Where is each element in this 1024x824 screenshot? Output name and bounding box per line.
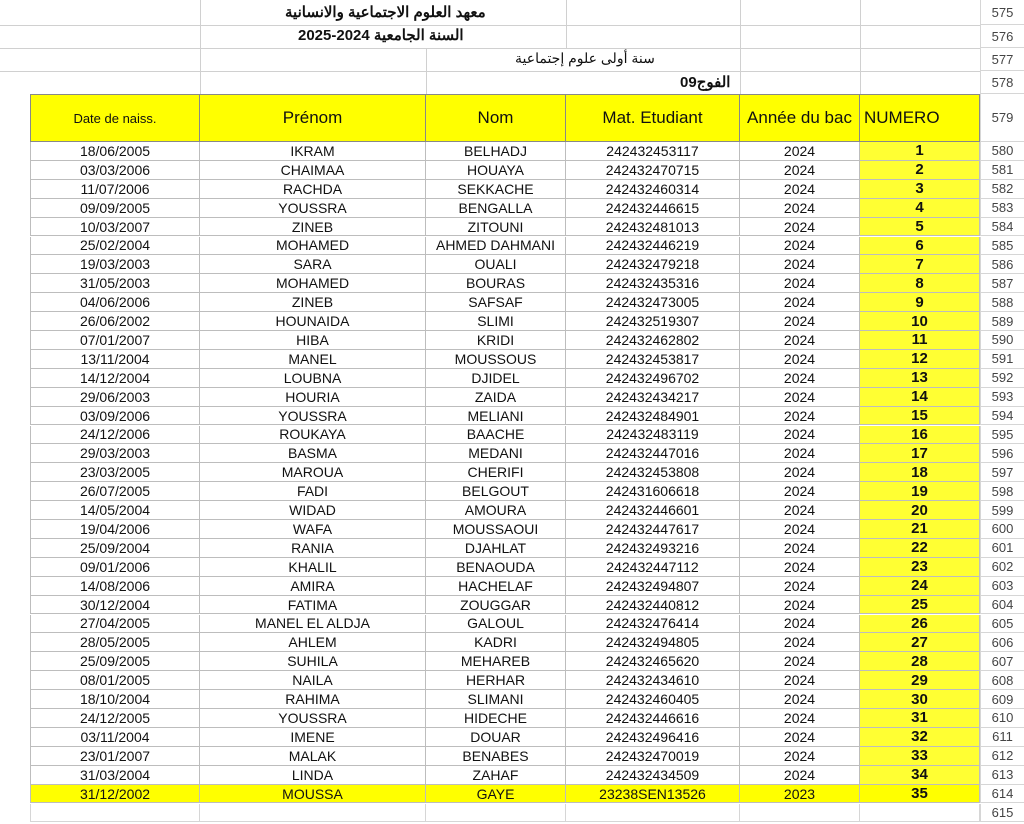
cell-num[interactable]: 16 [860, 426, 980, 445]
cell-num[interactable]: 33 [860, 747, 980, 766]
cell-first[interactable]: MOUSSA [200, 785, 426, 804]
cell-dob[interactable]: 28/05/2005 [30, 633, 200, 652]
cell-bac[interactable] [740, 804, 860, 823]
cell-last[interactable]: ZITOUNI [426, 218, 566, 237]
cell-first[interactable]: KHALIL [200, 558, 426, 577]
cell-mat[interactable]: 242432465620 [566, 652, 740, 671]
cell-first[interactable]: BASMA [200, 444, 426, 463]
cell-num[interactable]: 1 [860, 142, 980, 161]
cell-num[interactable]: 18 [860, 463, 980, 482]
cell-first[interactable]: RANIA [200, 539, 426, 558]
cell-first[interactable] [200, 804, 426, 823]
institute-title: معهد العلوم الاجتماعية والانسانية [285, 4, 486, 21]
cell-bac[interactable]: 2024 [740, 350, 860, 369]
cell-mat[interactable]: 242432462802 [566, 331, 740, 350]
gridline [0, 71, 980, 72]
cell-bac[interactable]: 2024 [740, 161, 860, 180]
cell-mat[interactable]: 242432434509 [566, 766, 740, 785]
cell-num[interactable]: 30 [860, 690, 980, 709]
cell-num[interactable]: 9 [860, 293, 980, 312]
cell-last[interactable]: HERHAR [426, 671, 566, 690]
cell-dob[interactable]: 25/09/2004 [30, 539, 200, 558]
cell-dob[interactable]: 24/12/2006 [30, 426, 200, 445]
cell-last[interactable]: HACHELAF [426, 577, 566, 596]
cell-mat[interactable]: 242432470019 [566, 747, 740, 766]
row-number[interactable]: 603 [980, 577, 1024, 596]
cell-last[interactable]: HIDECHE [426, 709, 566, 728]
cell-first[interactable]: MOHAMED [200, 274, 426, 293]
cell-dob[interactable]: 13/11/2004 [30, 350, 200, 369]
cell-first[interactable]: MALAK [200, 747, 426, 766]
cell-last[interactable]: HOUAYA [426, 161, 566, 180]
cell-dob[interactable] [30, 804, 200, 823]
row-number[interactable]: 599 [980, 501, 1024, 520]
cell-dob[interactable]: 27/04/2005 [30, 615, 200, 634]
cell-dob[interactable]: 24/12/2005 [30, 709, 200, 728]
cell-dob[interactable]: 25/09/2005 [30, 652, 200, 671]
cell-dob[interactable]: 18/10/2004 [30, 690, 200, 709]
row-number[interactable]: 604 [980, 596, 1024, 615]
cell-num[interactable]: 23 [860, 558, 980, 577]
row-number[interactable]: 589 [980, 312, 1024, 331]
cell-bac[interactable]: 2024 [740, 331, 860, 350]
row-number[interactable]: 597 [980, 463, 1024, 482]
cell-bac[interactable]: 2024 [740, 766, 860, 785]
cell-dob[interactable]: 09/09/2005 [30, 199, 200, 218]
cell-mat[interactable]: 242432481013 [566, 218, 740, 237]
column-header-last-name[interactable]: Nom [426, 94, 566, 142]
cell-last[interactable]: BENGALLA [426, 199, 566, 218]
cell-mat[interactable]: 242432435316 [566, 274, 740, 293]
row-number[interactable]: 595 [980, 426, 1024, 445]
cell-mat[interactable]: 242432494807 [566, 577, 740, 596]
cell-last[interactable]: CHERIFI [426, 463, 566, 482]
gridline [0, 25, 980, 26]
cell-mat[interactable]: 242431606618 [566, 482, 740, 501]
cell-first[interactable]: YOUSSRA [200, 709, 426, 728]
cell-mat[interactable]: 242432493216 [566, 539, 740, 558]
cell-mat[interactable]: 242432479218 [566, 255, 740, 274]
cell-num[interactable] [860, 804, 980, 823]
cell-mat[interactable]: 242432476414 [566, 615, 740, 634]
cell-first[interactable]: FATIMA [200, 596, 426, 615]
cell-first[interactable]: HOURIA [200, 388, 426, 407]
cell-dob[interactable]: 03/11/2004 [30, 728, 200, 747]
gridline [426, 48, 427, 94]
cell-last[interactable] [426, 804, 566, 823]
cell-bac[interactable]: 2024 [740, 426, 860, 445]
cell-last[interactable]: SLIMI [426, 312, 566, 331]
cell-mat[interactable]: 242432484901 [566, 407, 740, 426]
cell-first[interactable]: HIBA [200, 331, 426, 350]
cell-last[interactable]: AMOURA [426, 501, 566, 520]
cell-first[interactable]: MANEL [200, 350, 426, 369]
cell-first[interactable]: RACHDA [200, 180, 426, 199]
cell-num[interactable]: 6 [860, 237, 980, 256]
cell-first[interactable]: IMENE [200, 728, 426, 747]
cell-first[interactable]: AMIRA [200, 577, 426, 596]
row-number[interactable]: 575 [980, 0, 1024, 25]
row-number[interactable]: 606 [980, 633, 1024, 652]
cell-bac[interactable]: 2024 [740, 652, 860, 671]
cell-num[interactable]: 14 [860, 388, 980, 407]
cell-bac[interactable]: 2024 [740, 690, 860, 709]
cell-num[interactable]: 13 [860, 369, 980, 388]
cell-dob[interactable]: 31/03/2004 [30, 766, 200, 785]
cell-num[interactable]: 12 [860, 350, 980, 369]
cell-dob[interactable]: 08/01/2005 [30, 671, 200, 690]
cell-num[interactable]: 35 [860, 785, 980, 804]
cell-mat[interactable]: 242432434217 [566, 388, 740, 407]
cell-dob[interactable]: 10/03/2007 [30, 218, 200, 237]
cell-mat[interactable]: 242432460314 [566, 180, 740, 199]
cell-mat[interactable]: 242432447112 [566, 558, 740, 577]
cell-mat[interactable]: 242432446616 [566, 709, 740, 728]
cell-num[interactable]: 8 [860, 274, 980, 293]
cell-last[interactable]: KADRI [426, 633, 566, 652]
cell-dob[interactable]: 09/01/2006 [30, 558, 200, 577]
row-number[interactable]: 600 [980, 520, 1024, 539]
cell-num[interactable]: 20 [860, 501, 980, 520]
gridline [860, 0, 861, 94]
gridline [200, 0, 201, 94]
cell-bac[interactable]: 2024 [740, 369, 860, 388]
cell-mat[interactable]: 242432453817 [566, 350, 740, 369]
row-number[interactable]: 596 [980, 444, 1024, 463]
cell-bac[interactable]: 2024 [740, 558, 860, 577]
cell-last[interactable]: AHMED DAHMANI [426, 237, 566, 256]
row-number[interactable]: 590 [980, 331, 1024, 350]
cell-dob[interactable]: 23/03/2005 [30, 463, 200, 482]
cell-bac[interactable]: 2024 [740, 312, 860, 331]
cell-first[interactable]: SARA [200, 255, 426, 274]
cell-bac[interactable]: 2024 [740, 747, 860, 766]
cell-bac[interactable]: 2024 [740, 274, 860, 293]
row-number[interactable]: 612 [980, 747, 1024, 766]
cell-bac[interactable]: 2023 [740, 785, 860, 804]
cell-first[interactable]: IKRAM [200, 142, 426, 161]
cell-dob[interactable]: 14/05/2004 [30, 501, 200, 520]
cell-dob[interactable]: 26/06/2002 [30, 312, 200, 331]
cell-last[interactable]: SAFSAF [426, 293, 566, 312]
cell-first[interactable]: WAFA [200, 520, 426, 539]
cell-num[interactable]: 11 [860, 331, 980, 350]
cell-num[interactable]: 34 [860, 766, 980, 785]
cell-first[interactable]: YOUSSRA [200, 199, 426, 218]
cell-first[interactable]: HOUNAIDA [200, 312, 426, 331]
cell-bac[interactable]: 2024 [740, 463, 860, 482]
cell-first[interactable]: CHAIMAA [200, 161, 426, 180]
row-number[interactable]: 588 [980, 293, 1024, 312]
cell-last[interactable]: SLIMANI [426, 690, 566, 709]
cell-bac[interactable]: 2024 [740, 180, 860, 199]
cell-last[interactable]: MEHAREB [426, 652, 566, 671]
cell-mat[interactable]: 242432496416 [566, 728, 740, 747]
cell-dob[interactable]: 14/08/2006 [30, 577, 200, 596]
cell-last[interactable]: ZOUGGAR [426, 596, 566, 615]
row-number[interactable]: 611 [980, 728, 1024, 747]
cell-first[interactable]: FADI [200, 482, 426, 501]
cell-last[interactable]: MEDANI [426, 444, 566, 463]
cell-mat[interactable]: 242432519307 [566, 312, 740, 331]
row-number[interactable]: 615 [980, 804, 1024, 823]
cell-mat[interactable]: 242432494805 [566, 633, 740, 652]
cell-bac[interactable]: 2024 [740, 633, 860, 652]
cell-num[interactable]: 27 [860, 633, 980, 652]
cell-mat[interactable]: 242432496702 [566, 369, 740, 388]
cell-last[interactable]: MOUSSOUS [426, 350, 566, 369]
cell-num[interactable]: 26 [860, 615, 980, 634]
cell-bac[interactable]: 2024 [740, 407, 860, 426]
row-number[interactable]: 576 [980, 25, 1024, 48]
cell-num[interactable]: 2 [860, 161, 980, 180]
column-header-number[interactable]: NUMERO [860, 94, 980, 142]
row-number[interactable]: 585 [980, 237, 1024, 256]
cell-mat[interactable]: 242432447016 [566, 444, 740, 463]
cell-num[interactable]: 25 [860, 596, 980, 615]
row-number[interactable]: 609 [980, 690, 1024, 709]
cell-last[interactable]: MOUSSAOUI [426, 520, 566, 539]
cell-mat[interactable]: 242432483119 [566, 426, 740, 445]
cell-first[interactable]: RAHIMA [200, 690, 426, 709]
cell-mat[interactable]: 242432473005 [566, 293, 740, 312]
cell-last[interactable]: DOUAR [426, 728, 566, 747]
cell-mat[interactable]: 23238SEN13526 [566, 785, 740, 804]
cell-bac[interactable]: 2024 [740, 255, 860, 274]
row-number[interactable]: 607 [980, 652, 1024, 671]
cell-dob[interactable]: 31/12/2002 [30, 785, 200, 804]
row-number[interactable]: 602 [980, 558, 1024, 577]
row-number[interactable]: 587 [980, 274, 1024, 293]
cell-last[interactable]: KRIDI [426, 331, 566, 350]
row-number[interactable]: 592 [980, 369, 1024, 388]
cell-last[interactable]: SEKKACHE [426, 180, 566, 199]
cell-num[interactable]: 15 [860, 407, 980, 426]
cell-dob[interactable]: 11/07/2006 [30, 180, 200, 199]
cell-bac[interactable]: 2024 [740, 671, 860, 690]
gridline [740, 0, 741, 94]
row-number[interactable]: 591 [980, 350, 1024, 369]
cell-first[interactable]: ZINEB [200, 293, 426, 312]
cell-num[interactable]: 24 [860, 577, 980, 596]
cell-dob[interactable]: 18/06/2005 [30, 142, 200, 161]
cell-dob[interactable]: 23/01/2007 [30, 747, 200, 766]
cell-last[interactable]: OUALI [426, 255, 566, 274]
row-number[interactable]: 578 [980, 71, 1024, 94]
cell-num[interactable]: 28 [860, 652, 980, 671]
row-number[interactable]: 614 [980, 785, 1024, 804]
cell-last[interactable]: GAYE [426, 785, 566, 804]
gridline [566, 0, 567, 48]
cell-dob[interactable]: 04/06/2006 [30, 293, 200, 312]
row-number[interactable]: 579 [980, 94, 1024, 142]
cell-dob[interactable]: 07/01/2007 [30, 331, 200, 350]
row-number[interactable]: 586 [980, 255, 1024, 274]
cell-bac[interactable]: 2024 [740, 577, 860, 596]
cell-bac[interactable]: 2024 [740, 709, 860, 728]
cell-num[interactable]: 21 [860, 520, 980, 539]
cell-num[interactable]: 10 [860, 312, 980, 331]
cell-last[interactable]: MELIANI [426, 407, 566, 426]
row-number[interactable]: 580 [980, 142, 1024, 161]
column-header-first-name[interactable]: Prénom [200, 94, 426, 142]
cell-first[interactable]: YOUSSRA [200, 407, 426, 426]
cell-dob[interactable]: 29/03/2003 [30, 444, 200, 463]
cell-dob[interactable]: 19/03/2003 [30, 255, 200, 274]
cell-first[interactable]: SUHILA [200, 652, 426, 671]
cell-last[interactable]: DJAHLAT [426, 539, 566, 558]
gridline [0, 48, 980, 49]
cell-dob[interactable]: 03/09/2006 [30, 407, 200, 426]
cell-dob[interactable]: 25/02/2004 [30, 237, 200, 256]
cell-dob[interactable]: 03/03/2006 [30, 161, 200, 180]
cell-first[interactable]: AHLEM [200, 633, 426, 652]
group-title: الفوج09 [680, 74, 731, 91]
cell-last[interactable]: BAACHE [426, 426, 566, 445]
cell-dob[interactable]: 29/06/2003 [30, 388, 200, 407]
cell-first[interactable]: ROUKAYA [200, 426, 426, 445]
cell-last[interactable]: ZAHAF [426, 766, 566, 785]
cell-mat[interactable]: 242432470715 [566, 161, 740, 180]
cell-bac[interactable]: 2024 [740, 539, 860, 558]
cell-bac[interactable]: 2024 [740, 520, 860, 539]
cell-first[interactable]: MAROUA [200, 463, 426, 482]
cell-mat[interactable]: 242432446219 [566, 237, 740, 256]
cell-first[interactable]: NAILA [200, 671, 426, 690]
column-header-bac-year[interactable]: Année du bac [740, 94, 860, 142]
row-number[interactable]: 583 [980, 199, 1024, 218]
cell-bac[interactable]: 2024 [740, 237, 860, 256]
cell-dob[interactable]: 19/04/2006 [30, 520, 200, 539]
cell-last[interactable]: BENABES [426, 747, 566, 766]
cell-bac[interactable]: 2024 [740, 388, 860, 407]
row-number[interactable]: 584 [980, 218, 1024, 237]
cell-bac[interactable]: 2024 [740, 482, 860, 501]
cell-num[interactable]: 22 [860, 539, 980, 558]
cell-last[interactable]: BENAOUDA [426, 558, 566, 577]
cell-bac[interactable]: 2024 [740, 615, 860, 634]
cell-num[interactable]: 3 [860, 180, 980, 199]
column-header-student-id[interactable]: Mat. Etudiant [566, 94, 740, 142]
academic-year-title: السنة الجامعية 2024-2025 [298, 27, 464, 44]
cell-first[interactable]: LOUBNA [200, 369, 426, 388]
cell-last[interactable]: ZAIDA [426, 388, 566, 407]
row-number[interactable]: 610 [980, 709, 1024, 728]
cell-last[interactable]: GALOUL [426, 615, 566, 634]
cell-bac[interactable]: 2024 [740, 199, 860, 218]
cell-first[interactable]: ZINEB [200, 218, 426, 237]
cell-mat[interactable]: 242432447617 [566, 520, 740, 539]
cell-first[interactable]: MANEL EL ALDJA [200, 615, 426, 634]
cell-num[interactable]: 17 [860, 444, 980, 463]
cell-num[interactable]: 5 [860, 218, 980, 237]
row-number[interactable]: 582 [980, 180, 1024, 199]
column-header-dob[interactable]: Date de naiss. [30, 94, 200, 142]
row-number[interactable]: 605 [980, 615, 1024, 634]
cell-mat[interactable]: 242432440812 [566, 596, 740, 615]
cell-last[interactable]: BELGOUT [426, 482, 566, 501]
cell-num[interactable]: 19 [860, 482, 980, 501]
cell-num[interactable]: 31 [860, 709, 980, 728]
cell-num[interactable]: 29 [860, 671, 980, 690]
cell-last[interactable]: BELHADJ [426, 142, 566, 161]
cell-bac[interactable]: 2024 [740, 293, 860, 312]
cell-dob[interactable]: 31/05/2003 [30, 274, 200, 293]
cell-mat[interactable]: 242432453117 [566, 142, 740, 161]
cell-bac[interactable]: 2024 [740, 142, 860, 161]
cell-mat[interactable] [566, 804, 740, 823]
cell-dob[interactable]: 26/07/2005 [30, 482, 200, 501]
cell-mat[interactable]: 242432446615 [566, 199, 740, 218]
cell-last[interactable]: BOURAS [426, 274, 566, 293]
row-number[interactable]: 613 [980, 766, 1024, 785]
cell-mat[interactable]: 242432460405 [566, 690, 740, 709]
cell-bac[interactable]: 2024 [740, 728, 860, 747]
cell-first[interactable]: MOHAMED [200, 237, 426, 256]
cell-num[interactable]: 4 [860, 199, 980, 218]
row-number[interactable]: 594 [980, 407, 1024, 426]
level-title: سنة أولى علوم إجتماعية [515, 50, 655, 66]
cell-first[interactable]: WIDAD [200, 501, 426, 520]
row-number[interactable]: 608 [980, 671, 1024, 690]
cell-bac[interactable]: 2024 [740, 218, 860, 237]
row-number[interactable]: 577 [980, 48, 1024, 71]
cell-num[interactable]: 32 [860, 728, 980, 747]
cell-bac[interactable]: 2024 [740, 444, 860, 463]
row-number[interactable]: 593 [980, 388, 1024, 407]
row-number[interactable]: 601 [980, 539, 1024, 558]
cell-mat[interactable]: 242432446601 [566, 501, 740, 520]
cell-mat[interactable]: 242432453808 [566, 463, 740, 482]
cell-bac[interactable]: 2024 [740, 596, 860, 615]
cell-dob[interactable]: 14/12/2004 [30, 369, 200, 388]
cell-last[interactable]: DJIDEL [426, 369, 566, 388]
cell-num[interactable]: 7 [860, 255, 980, 274]
cell-first[interactable]: LINDA [200, 766, 426, 785]
cell-dob[interactable]: 30/12/2004 [30, 596, 200, 615]
cell-mat[interactable]: 242432434610 [566, 671, 740, 690]
cell-bac[interactable]: 2024 [740, 501, 860, 520]
row-number[interactable]: 598 [980, 482, 1024, 501]
row-number[interactable]: 581 [980, 161, 1024, 180]
